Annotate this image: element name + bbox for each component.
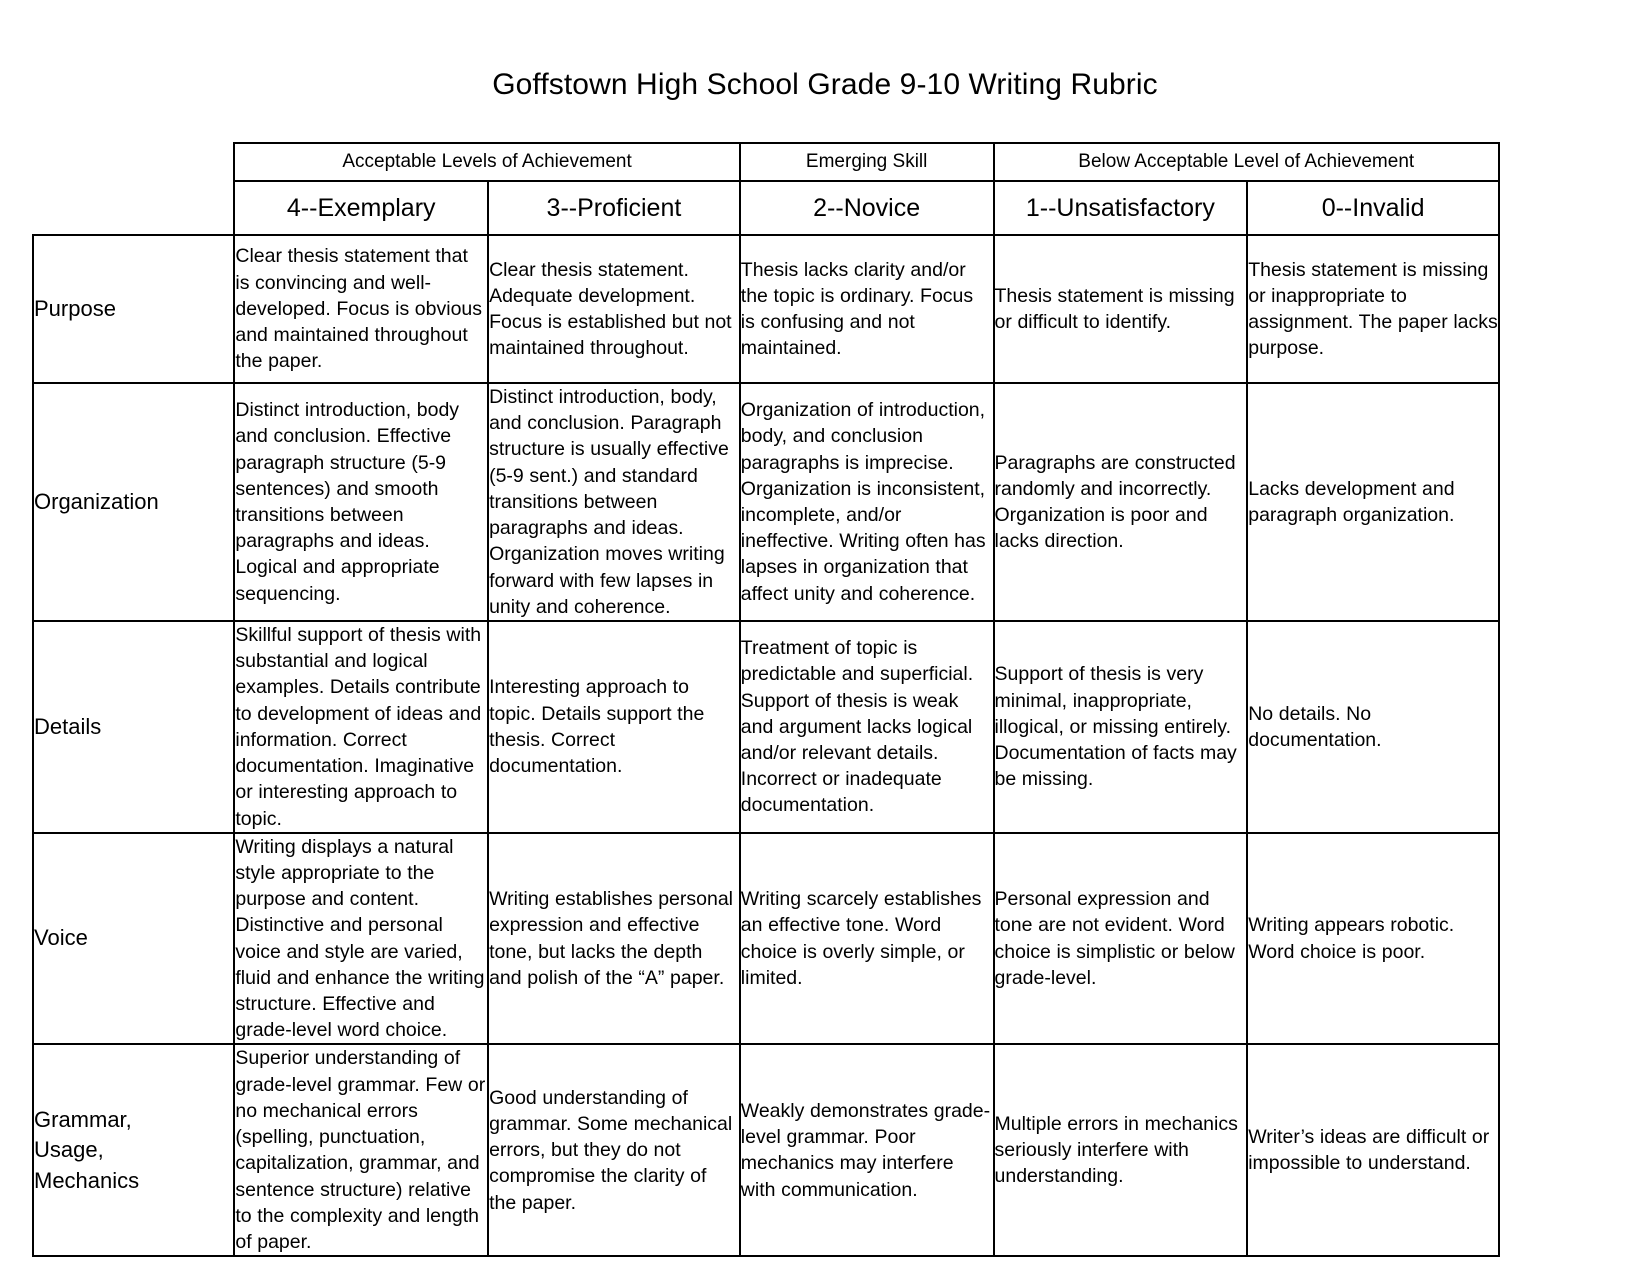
table-row [33,833,1499,1045]
level-header-exemplary: 4--Exemplary [234,181,488,235]
level-header-row [33,181,1499,235]
cell-voice-proficient [488,833,740,1045]
cell-text: Clear thesis statement. Adequate development. Focus is established but not maintained throughout. [489,258,732,360]
cell-organization-unsatisfactory [994,383,1248,621]
cell-voice-invalid [1247,833,1499,1045]
level-corner-blank-cell [33,181,234,235]
table-row [33,235,1499,383]
level-header-unsatisfactory: 1--Unsatisfactory [994,181,1248,235]
cell-text: Writing scarcely establishes an effective tone. Word choice is overly simple, or limited. [740,888,982,989]
cell-text: No details. No documentation. [1248,702,1382,751]
level-header-novice: 2--Novice [740,181,994,235]
cell-text: Clear thesis statement that is convincing and well-developed. Focus is obvious and maintained throughout the paper. [235,245,483,373]
row-header-voice: Voice [33,833,234,1045]
cell-grammar-invalid [1247,1044,1499,1256]
cell-text: Thesis statement is missing or inappropriate to assignment. The paper lacks purpose. [1248,258,1498,360]
cell-text: Writing displays a natural style appropriate to the purpose and content. Distinctive and personal voice and style are varied, fluid and enhance the writing structure. Effective and grade-level word choice. [235,835,485,1042]
cell-details-unsatisfactory [994,621,1248,833]
cell-text: Writing appears robotic. Word choice is poor. [1248,914,1455,963]
cell-purpose-invalid [1247,235,1499,383]
cell-purpose-unsatisfactory [994,235,1248,383]
cell-text: Organization of introduction, body, and conclusion paragraphs is imprecise. Organization is inconsistent, incomplete, and/or ineffective. Writing often has lapses in organization that affect unity and coherence. [740,399,986,605]
cell-organization-exemplary [234,383,488,621]
cell-text: Writer’s ideas are difficult or impossible to understand. [1248,1126,1490,1175]
level-header-proficient: 3--Proficient [488,181,740,235]
cell-text: Personal expression and tone are not evident. Word choice is simplistic or below grade-level. [994,888,1235,989]
cell-text: Lacks development and paragraph organization. [1248,477,1455,526]
group-header-acceptable: Acceptable Levels of Achievement [234,143,739,181]
cell-voice-unsatisfactory [994,833,1248,1045]
cell-grammar-novice [740,1044,994,1256]
table-row [33,621,1499,833]
cell-text: Distinct introduction, body and conclusion. Effective paragraph structure (5-9 sentences) and smooth transitions between paragraphs and ideas. Logical and appropriate sequencing. [235,399,460,605]
rubric-table-head [33,143,1499,235]
cell-details-novice [740,621,994,833]
cell-purpose-proficient [488,235,740,383]
cell-details-proficient [488,621,740,833]
cell-voice-novice [740,833,994,1045]
row-header-grammar-usage-mechanics: Grammar, Usage, Mechanics [33,1044,234,1256]
cell-text: Distinct introduction, body, and conclusion. Paragraph structure is usually effective (5-9 sent.) and standard transitions between paragraphs and ideas. Organization moves writing forward with few lapses in unity and coherence. [489,386,729,618]
cell-text: Multiple errors in mechanics seriously interfere with understanding. [994,1113,1238,1188]
cell-details-exemplary [234,621,488,833]
cell-organization-invalid [1247,383,1499,621]
cell-organization-novice [740,383,994,621]
cell-text: Treatment of topic is predictable and superficial. Support of thesis is weak and argument lacks logical and/or relevant details. Incorrect or inadequate documentation. [740,637,974,817]
cell-details-invalid [1247,621,1499,833]
row-header-purpose: Purpose [33,235,234,383]
cell-text: Interesting approach to topic. Details support the thesis. Correct documentation. [489,676,705,778]
cell-text: Thesis statement is missing or difficult to identify. [994,284,1235,333]
cell-text: Weakly demonstrates grade-level grammar. Poor mechanics may interfere with communication. [740,1099,991,1201]
cell-organization-proficient [488,383,740,621]
cell-voice-exemplary [234,833,488,1045]
group-header-below-acceptable: Below Acceptable Level of Achievement [994,143,1500,181]
cell-purpose-novice [740,235,994,383]
table-row [33,383,1499,621]
cell-text: Superior understanding of grade-level grammar. Few or no mechanical errors (spelling, punctuation, capitalization, grammar, and sentence structure) relative to the complexity and length of paper. [235,1047,486,1253]
cell-text: Writing establishes personal expression and effective tone, but lacks the depth and polish of the “A” paper. [489,888,733,989]
level-header-invalid: 0--Invalid [1247,181,1499,235]
table-row [33,1044,1499,1256]
cell-grammar-unsatisfactory [994,1044,1248,1256]
cell-purpose-exemplary [234,235,488,383]
cell-text: Paragraphs are constructed randomly and incorrectly. Organization is poor and lacks direction. [994,451,1236,553]
cell-text: Support of thesis is very minimal, inappropriate, illogical, or missing entirely. Documentation of facts may be missing. [994,663,1237,791]
cell-text: Good understanding of grammar. Some mechanical errors, but they do not compromise the clarity of the paper. [489,1086,733,1214]
page-title: Goffstown High School Grade 9-10 Writing Rubric [492,68,1158,101]
group-header-emerging: Emerging Skill [740,143,994,181]
rubric-table-container [32,142,1500,1257]
row-header-organization: Organization [33,383,234,621]
cell-text: Thesis lacks clarity and/or the topic is ordinary. Focus is confusing and not maintained. [740,258,974,360]
cell-grammar-proficient [488,1044,740,1256]
writing-rubric-table [32,142,1500,1257]
rubric-table-body [33,235,1499,1256]
row-header-details: Details [33,621,234,833]
cell-text: Skillful support of thesis with substantial and logical examples. Details contribute to development of ideas and information. Correct documentation. Imaginative or interesting approach to topic. [235,623,482,830]
corner-blank-cell [33,143,234,181]
cell-grammar-exemplary [234,1044,488,1256]
group-header-row [33,143,1499,181]
